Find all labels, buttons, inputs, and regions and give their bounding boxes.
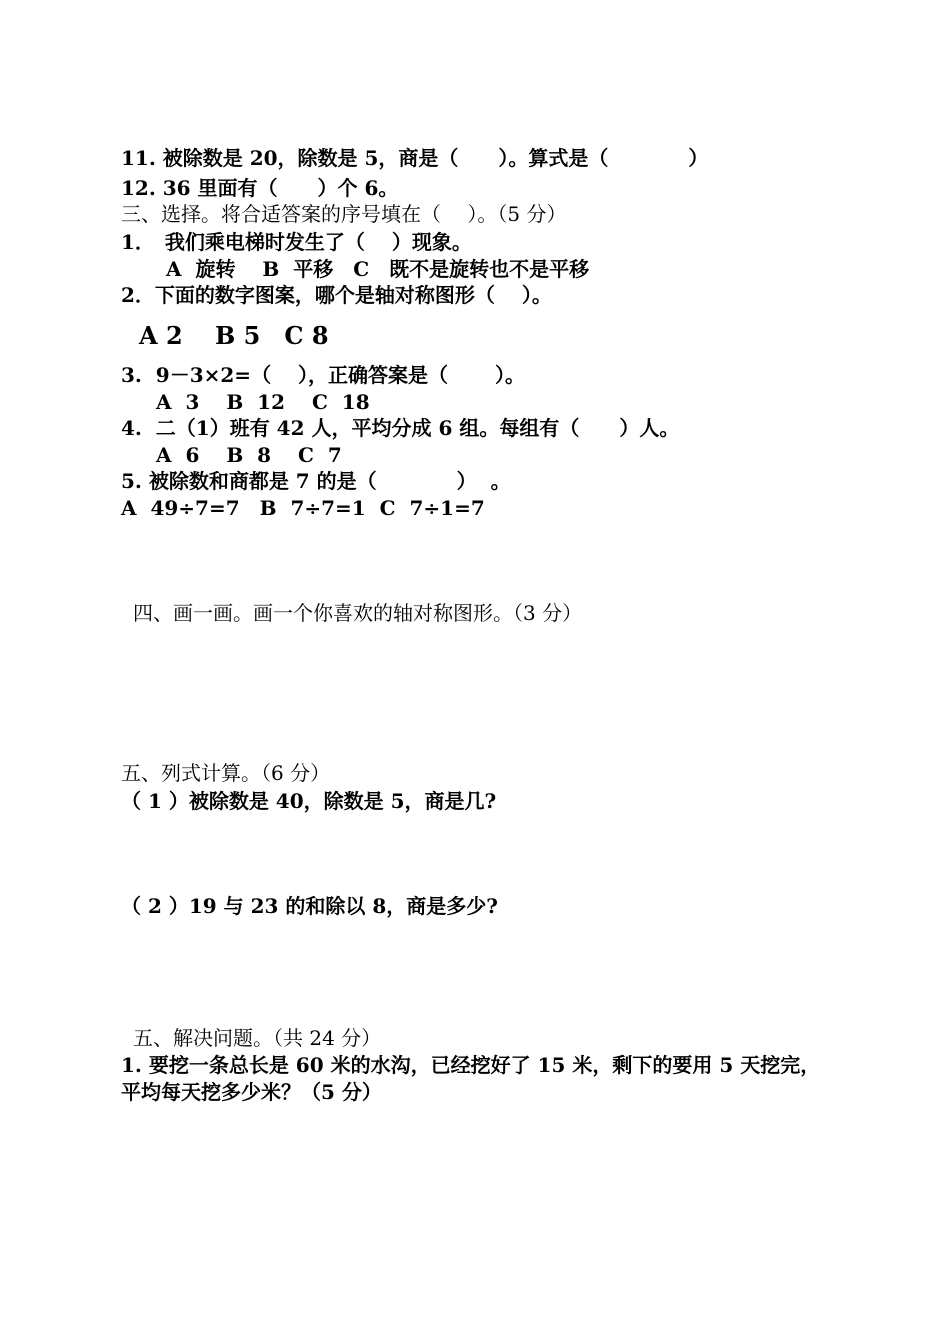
choice-question-5-options: A 49÷7=7 B 7÷7=1 C 7÷1=7 — [121, 496, 485, 520]
section-4-heading: 四、画一画。画一个你喜欢的轴对称图形。（3 分） — [133, 601, 583, 625]
choice-question-2: 2．下面的数字图案，哪个是轴对称图形（ ）。 — [121, 283, 552, 307]
section-5-problems-heading: 五、解决问题。（共 24 分） — [133, 1026, 382, 1050]
word-problem-1-line-2: 平均每天挖多少米？（5 分） — [121, 1080, 382, 1104]
choice-question-2-options: A 2 B 5 C 8 — [139, 321, 329, 350]
calc-question-2: （ 2 ）19 与 23 的和除以 8，商是多少? — [121, 894, 498, 918]
section-5-calc-heading: 五、列式计算。（6 分） — [121, 761, 331, 785]
calc-question-1: （ 1 ）被除数是 40，除数是 5，商是几? — [121, 789, 497, 813]
choice-question-3-options: A 3 B 12 C 18 — [156, 390, 370, 414]
choice-question-1-options: A 旋转 B 平移 C 既不是旋转也不是平移 — [166, 257, 590, 281]
choice-question-4: 4. 二（1）班有 42 人，平均分成 6 组。每组有（ ）人。 — [121, 416, 680, 440]
choice-question-5: 5. 被除数和商都是 7 的是（ ） 。 — [121, 469, 511, 493]
choice-question-3: 3. 9－3×2=（ ），正确答案是（ ）。 — [121, 363, 525, 387]
choice-question-1: 1． 我们乘电梯时发生了（ ）现象。 — [121, 230, 472, 254]
choice-question-4-options: A 6 B 8 C 7 — [156, 443, 342, 467]
word-problem-1-line-1: 1. 要挖一条总长是 60 米的水沟，已经挖好了 15 米，剩下的要用 5 天挖完， — [121, 1053, 821, 1077]
question-11: 11. 被除数是 20，除数是 5，商是（ ）。算式是（ ） — [121, 146, 709, 170]
question-12: 12. 36 里面有（ ）个 6。 — [121, 176, 399, 200]
section-3-heading: 三、选择。将合适答案的序号填在（ ）。（5 分） — [121, 202, 567, 226]
